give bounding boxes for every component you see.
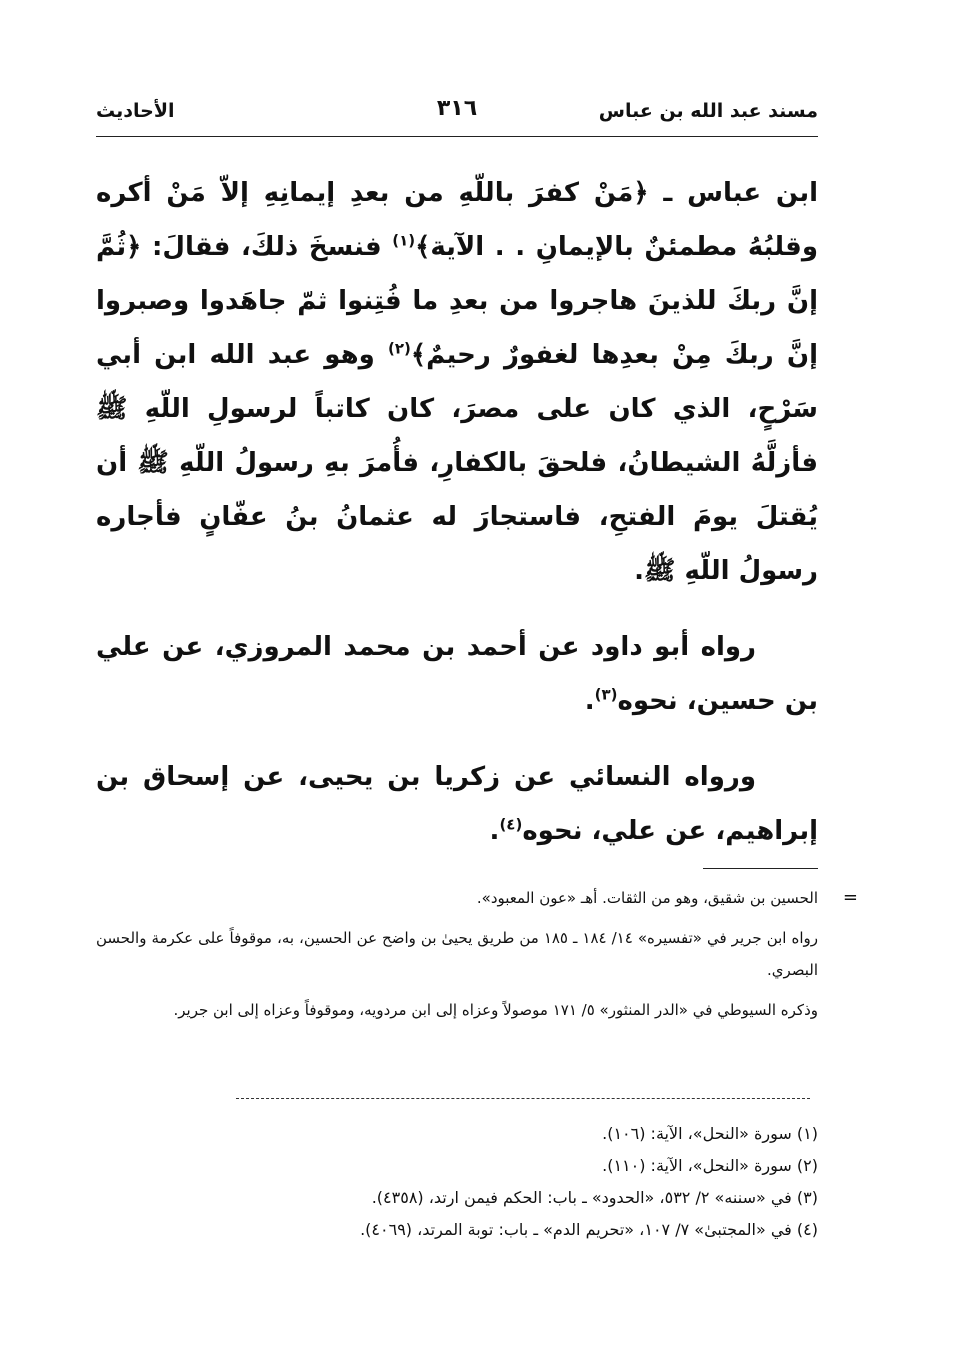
paragraph-nasai — [96, 750, 818, 858]
running-header — [96, 96, 818, 137]
page-number: ٣١٦ — [436, 96, 478, 121]
hadith-text-part2: فنسخَ ذلكَ، فقالَ: ﴿ثُمَّ إنَّ ربكَ للذينَ هاجروا من بعدِ ما فُتِنوا ثمّ جاهَدوا وصبروا إنَّ ربكَ مِنْ بعدِها لغفورٌ رحيمٌ﴾ — [96, 232, 818, 370]
abu-dawud-text: رواه أبو داود عن أحمد بن محمد المروزي، عن علي بن حسين، نحوه — [96, 632, 818, 716]
book-title: مسند عبد الله بن عباس — [598, 100, 818, 122]
footnotes-list — [96, 1118, 818, 1246]
period: . — [489, 816, 500, 846]
continued-line-2: رواه ابن جرير في «تفسيره» ١٤/ ١٨٤ ـ ١٨٥ من طريق يحيىٰ بن واضح عن الحسين، به، موقوفاً على عكرمة والحسن البصري. — [96, 929, 818, 979]
paragraph-abu-dawud — [96, 620, 818, 728]
footnote-3: (٣) في «سننه» ٢/ ٥٣٢، «الحدود» ـ باب: الحكم فيمن ارتد، (٤٣٥٨). — [371, 1188, 818, 1207]
footnote-ref-2: (٢) — [387, 339, 411, 358]
footnote-2: (٢) سورة «النحل»، الآية: (١١٠). — [602, 1156, 818, 1175]
continuation-mark: = — [842, 887, 858, 908]
footnote-separator — [703, 868, 818, 869]
footnote-1: (١) سورة «النحل»، الآية: (١٠٦). — [602, 1124, 818, 1143]
footnote-ref-3: (٣) — [594, 685, 618, 704]
footnote-4: (٤) في «المجتبىٰ» ٧/ ١٠٧، «تحريم الدم» ـ باب: توبة المرتد، (٤٠٦٩). — [360, 1220, 818, 1239]
period: . — [584, 686, 595, 716]
continued-line-3: وذكره السيوطي في «الدر المنثور» ٥/ ١٧١ موصولاً وعزاه إلى ابن مردويه، وموقوفاً وعزاه إلى ابن جرير. — [173, 1001, 818, 1019]
main-text — [96, 166, 818, 880]
continued-line-1: الحسين بن شقيق، وهو من الثقات. أهـ «عون المعبود». — [476, 889, 818, 907]
footnote-ref-1: (١) — [392, 231, 416, 250]
footnote-ref-4: (٤) — [499, 815, 523, 834]
continued-footnote — [96, 882, 858, 1034]
paragraph-hadith — [96, 166, 818, 598]
dashed-separator — [236, 1098, 810, 1099]
section-title: الأحاديث — [96, 100, 175, 122]
hadith-text-part3: وهو عبد الله ابن أبي سَرْحٍ، الذي كان على مصرَ، كان كاتباً لرسولِ اللّهِ ﷺ فأزلَّهُ الشيطانُ، فلحقَ بالكفارِ، فأُمرَ بهِ رسولُ اللّهِ ﷺ أن يُقتلَ يومَ الفتحِ، فاستجارَ له عثمانُ بنُ عفّانٍ فأجاره رسولُ اللّهِ ﷺ. — [96, 340, 818, 586]
hadith-text-part1: ابن عباس ـ ﴿مَنْ كفرَ باللّهِ من بعدِ إيمانِهِ إلاّ مَنْ أكره وقلبُهُ مطمئنٌ بالإيمانِ . . الآية﴾ — [96, 178, 818, 262]
nasai-text: ورواه النسائي عن زكريا بن يحيى، عن إسحاق بن إبراهيم، عن علي، نحوه — [96, 762, 818, 846]
